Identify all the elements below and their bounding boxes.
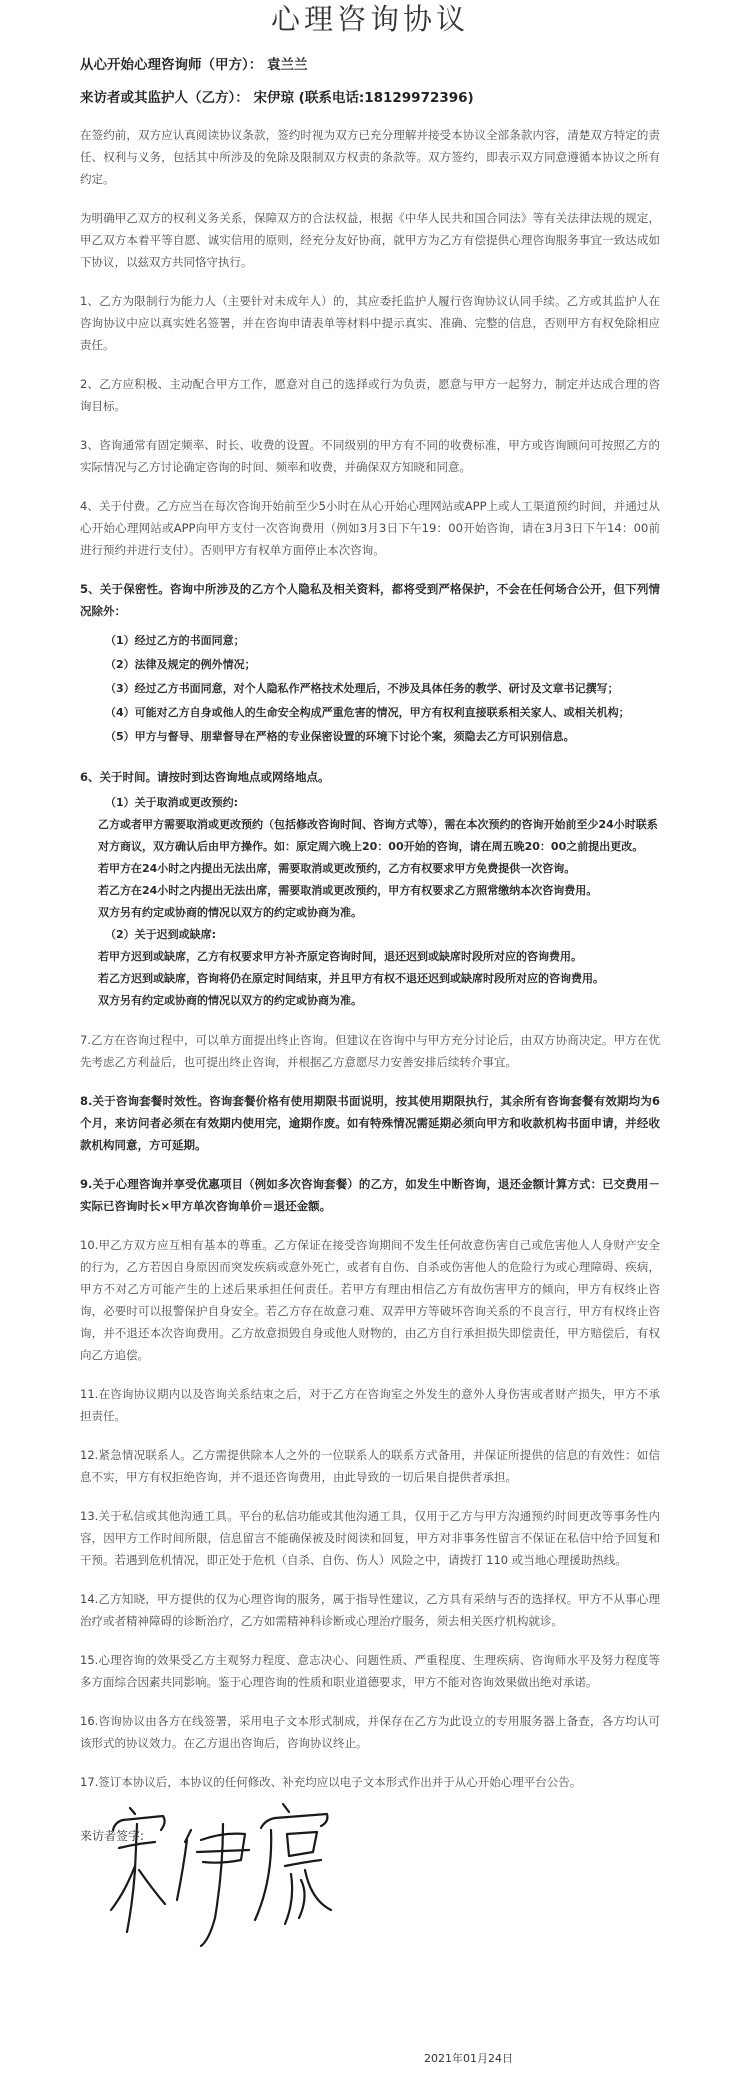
- clause-4: 4、关于付费。乙方应当在每次咨询开始前至少5小时在从心开始心理网站或APP上或人工渠道预约时间，并通过从心开始心理网站或APP向甲方支付一次咨询费用（例如3月3日下午19：00开始咨询，请在3月3日下午14：00前进行预约并进行支付）。否则甲方有权单方面停止本次咨询。: [80, 499, 660, 557]
- confidentiality-exceptions-list: [80, 629, 660, 749]
- clause-7: 7.乙方在咨询过程中，可以单方面提出终止咨询。但建议在咨询中与甲方充分讨论后，由双方协商决定。甲方在优先考虑乙方利益后，也可提出终止咨询，并根据乙方意愿尽力安善安排后续转介事宜。: [80, 1033, 660, 1069]
- document-title: 心理咨询协议: [270, 2, 469, 36]
- cancel-reschedule-line: 乙方或者甲方需要取消或更改预约（包括修改咨询时间、咨询方式等），需在本次预约的咨询开始前至少24小时联系对方商议，双方确认后由甲方操作。如：原定周六晚上20：00开始的咨询，请在周五晚20：00之前提出更改。: [98, 818, 658, 853]
- list-item: （5）甲方与督导、朋辈督导在严格的专业保密设置的环境下讨论个案，须隐去乙方可识别信息。: [105, 730, 575, 743]
- clause-12: 12.紧急情况联系人。乙方需提供除本人之外的一位联系人的联系方式备用，并保证所提供的信息的有效性：如信息不实，甲方有权拒绝咨询，并不退还咨询费用，由此导致的一切后果自提供者承担。: [80, 1448, 660, 1484]
- list-item: （1）经过乙方的书面同意；: [105, 634, 245, 647]
- clause-10: 10.甲乙方双方应互相有基本的尊重。乙方保证在接受咨询期间不发生任何故意伤害自己或危害他人人身财产安全的行为，乙方若因自身原因而突发疾病或意外死亡，或者有自伤、自杀或伤害他人的危险行为或心理障碍、疾病，甲方不对乙方可能产生的上述后果承担任何责任。若甲方有理由相信乙方有故伤害甲方的倾向，甲方有权终止咨询，必要时可以报警保护自身安全。若乙方存在故意刁难、双弄甲方等破坏咨询关系的不良言行，甲方有权终止咨询，并不退还本次咨询费用。乙方故意损毁自身或他人财物的，由乙方自行承担损失即偿责任，甲方赔偿后，有权向乙方追偿。: [80, 1238, 660, 1362]
- cancel-reschedule-heading: （1）关于取消或更改预约:: [105, 796, 239, 809]
- clause-1: 1、乙方为限制行为能力人（主要针对未成年人）的，其应委托监护人履行咨询协议认同手续。乙方或其监护人在咨询协议中应以真实姓名签署，并在咨询申请表单等材料中提示真实、准确、完整的信息，否则甲方有权免除相应责任。: [80, 294, 660, 352]
- late-absence-line: 若乙方迟到或缺席，咨询将仍在原定时间结束，并且甲方有权不退还迟到或缺席时段所对应的咨询费用。: [98, 972, 604, 985]
- late-absence-heading: （2）关于迟到或缺席:: [105, 928, 217, 941]
- late-absence-line: 若甲方迟到或缺席，乙方有权要求甲方补齐原定咨询时间，退还迟到或缺席时段所对应的咨询费用。: [98, 950, 582, 963]
- list-item: （3）经过乙方书面同意，对个人隐私作严格技术处理后，不涉及具体任务的教学、研讨及文章书记撰写；: [105, 682, 619, 695]
- clause-9: 9.关于心理咨询并享受优惠项目（例如多次咨询套餐）的乙方，如发生中断咨询，退还金额计算方式：已交费用－实际已咨询时长×甲方单次咨询单价＝退还金额。: [80, 1177, 660, 1213]
- clause-6-details: [80, 792, 660, 1012]
- clause-13: 13.关于私信或其他沟通工具。平台的私信功能或其他沟通工具，仅用于乙方与甲方沟通预约时间更改等事务性内容，因甲方工作时间所限，信息留言不能确保被及时阅读和回复，甲方对非事务性留言不保证在私信中给予回复和干预。若遇到危机情况，即正处于危机（自杀、自伤、伤人）风险之中，请拨打 110 或当地心理援助热线。: [80, 1509, 660, 1567]
- party-b-line: 来访者或其监护人（乙方）： 宋伊琼 (联系电话:18129972396): [80, 90, 474, 106]
- clause-14: 14.乙方知晓，甲方提供的仅为心理咨询的服务，属于指导性建议，乙方具有采纳与否的选择权。甲方不从事心理治疗或者精神障碍的诊断治疗，乙方如需精神科诊断或心理治疗服务，须去相关医疗机构就诊。: [80, 1592, 660, 1628]
- handwritten-signature: [105, 1800, 335, 1950]
- intro-paragraph-2: 为明确甲乙双方的权利义务关系，保障双方的合法权益，根据《中华人民共和国合同法》等有关法律法规的规定，甲乙双方本着平等自愿、诚实信用的原则，经充分友好协商，就甲方为乙方有偿提供心理咨询服务事宜一致达成如下协议，以兹双方共同恪守执行。: [80, 211, 660, 269]
- party-a-line: 从心开始心理咨询师（甲方）： 袁兰兰: [80, 57, 308, 73]
- late-absence-line: 双方另有约定或协商的情况以双方的约定或协商为准。: [98, 994, 362, 1007]
- signature-date: 2021年01月24日: [424, 2052, 513, 2065]
- clause-17: 17.签订本协议后，本协议的任何修改、补充均应以电子文本形式作出并于从心开始心理平台公告。: [80, 1775, 582, 1789]
- clause-16: 16.咨询协议由各方在线签署，采用电子文本形式制成，并保存在乙方为此设立的专用服务器上备查，各方均认可该形式的协议效力。在乙方退出咨询后，咨询协议终止。: [80, 1714, 660, 1750]
- clause-8: 8.关于咨询套餐时效性。咨询套餐价格有使用期限书面说明，按其使用期限执行，其余所有咨询套餐有效期均为6个月，来访问者必须在有效期内使用完，逾期作废。如有特殊情况需延期必须向甲方和收款机构书面申请，并经收款机构同意，方可延期。: [80, 1094, 660, 1152]
- cancel-reschedule-line: 若甲方在24小时之内提出无法出席，需要取消或更改预约，乙方有权要求甲方免费提供一次咨询。: [98, 862, 576, 875]
- signature-label: 来访者签字:: [80, 1829, 145, 1843]
- clause-5: 5、关于保密性。咨询中所涉及的乙方个人隐私及相关资料，都将受到严格保护，不会在任何场合公开，但下列情况除外：: [80, 582, 660, 618]
- intro-paragraph-1: 在签约前，双方应认真阅读协议条款，签约时视为双方已充分理解并接受本协议全部条款内容，清楚双方特定的责任、权利与义务，包括其中所涉及的免除及限制双方权责的条款等。双方签约，即表示双方同意遵循本协议之所有约定。: [80, 128, 660, 186]
- list-item: （2）法律及规定的例外情况；: [105, 658, 256, 671]
- cancel-reschedule-line: 双方另有约定或协商的情况以双方的约定或协商为准。: [98, 906, 362, 919]
- clause-6: 6、关于时间。请按时到达咨询地点或网络地点。: [80, 770, 330, 784]
- cancel-reschedule-line: 若乙方在24小时之内提出无法出席，需要取消或更改预约，甲方有权要求乙方照常缴纳本次咨询费用。: [98, 884, 598, 897]
- clause-15: 15.心理咨询的效果受乙方主观努力程度、意志决心、问题性质、严重程度、生理疾病、咨询师水平及努力程度等多方面综合因素共同影响。鉴于心理咨询的性质和职业道德要求，甲方不能对咨询效果做出绝对承诺。: [80, 1653, 660, 1689]
- clause-11: 11.在咨询协议期内以及咨询关系结束之后，对于乙方在咨询室之外发生的意外人身伤害或者财产损失，甲方不承担责任。: [80, 1387, 660, 1423]
- list-item: （4）可能对乙方自身或他人的生命安全构成严重危害的情况，甲方有权利直接联系相关家人、或相关机构；: [105, 706, 630, 719]
- clause-2: 2、乙方应积极、主动配合甲方工作，愿意对自己的选择或行为负责，愿意与甲方一起努力，制定并达成合理的咨询目标。: [80, 377, 660, 413]
- clause-3: 3、咨询通常有固定频率、时长、收费的设置。不同级别的甲方有不同的收费标准，甲方或咨询顾问可按照乙方的实际情况与乙方讨论确定咨询的时间、频率和收费，并确保双方知晓和同意。: [80, 438, 660, 474]
